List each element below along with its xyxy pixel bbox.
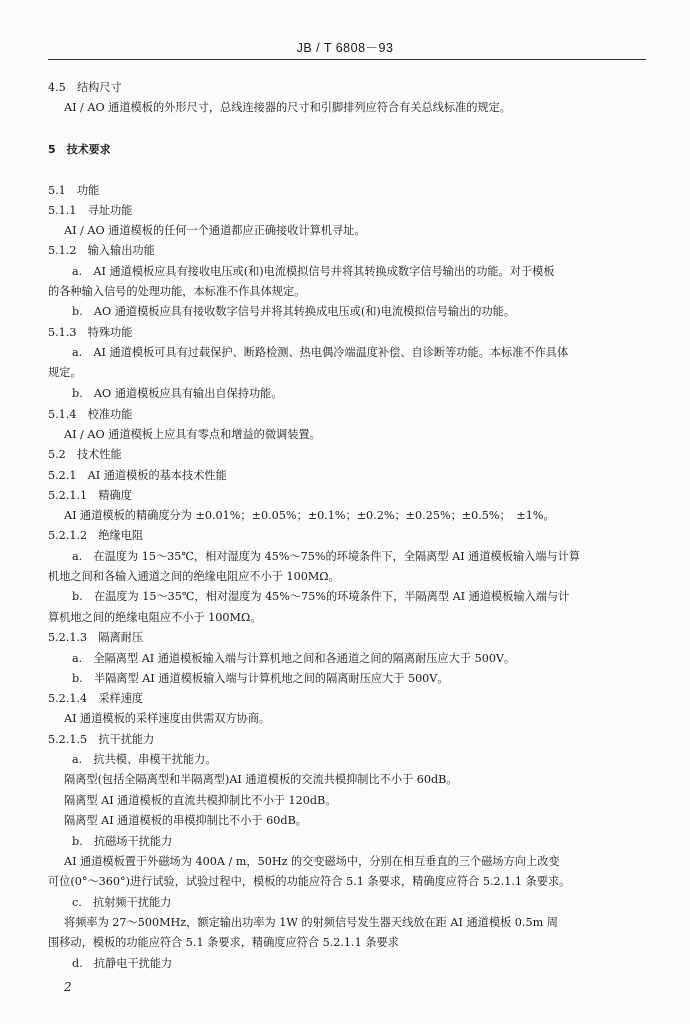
paragraph-line: c. 抗射频干扰能力 [72, 896, 172, 909]
section-heading: 5.2.1.5 抗干扰能力 [48, 733, 155, 746]
paragraph-line: AI / AO 通道模板的任何一个通道都应正确接收计算机寻址。 [64, 224, 366, 237]
section-heading: 5.2 技术性能 [48, 448, 122, 461]
paragraph-line: AI 通道模板的采样速度由供需双方协商。 [64, 712, 271, 725]
paragraph-line: a. 全隔离型 AI 通道模板输入端与计算机地之间和各通道之间的隔离耐压应大于 500V。 [72, 652, 516, 665]
section-heading: 5.1.4 校准功能 [48, 408, 133, 421]
paragraph-line: b. 半隔离型 AI 通道模板输入端与计算机地之间的隔离耐压应大于 500V。 [72, 672, 449, 685]
section-heading: 5.1.2 输入输出功能 [48, 244, 155, 257]
section-heading: 5.2.1 AI 通道模板的基本技术性能 [48, 469, 227, 482]
paragraph-line: 隔离型(包括全隔离型和半隔离型)AI 通道模板的交流共模抑制比不小于 60dB。 [64, 773, 458, 786]
section-heading: 5.2.1.3 隔离耐压 [48, 631, 144, 644]
paragraph-line: b. 抗磁场干扰能力 [72, 835, 173, 848]
paragraph-line: a. 抗共模、串模干扰能力。 [72, 753, 217, 766]
paragraph-line: 可位(0°～360°)进行试验，试验过程中，模板的功能应符合 5.1 条要求，精确度应符合 5.2.1.1 条要求。 [48, 875, 571, 888]
paragraph-line: 隔离型 AI 通道模板的串模抑制比不小于 60dB。 [64, 814, 307, 827]
paragraph-line: AI / AO 通道模板上应具有零点和增益的微调装置。 [64, 428, 321, 441]
paragraph-line: 将频率为 27～500MHz，额定输出功率为 1W 的射频信号发生器天线放在距 AI 通道模板 0.5m 周 [64, 916, 558, 929]
page-number: 2 [64, 980, 72, 994]
paragraph-line: AI 通道模板的精确度分为 ±0.01%；±0.05%；±0.1%；±0.2%；±0.25%；±0.5%； ±1%。 [64, 509, 555, 522]
section-heading: 4.5 结构尺寸 [48, 81, 122, 94]
paragraph-line: d. 抗静电干扰能力 [72, 957, 173, 970]
section-heading: 5.2.1.4 采样速度 [48, 692, 144, 705]
paragraph-line: a. 在温度为 15～35℃，相对湿度为 45%～75%的环境条件下，全隔离型 AI 通道模板输入端与计算 [72, 550, 581, 563]
section-heading: 5 技术要求 [48, 143, 111, 156]
paragraph-line: a. AI 通道模板应具有接收电压或(和)电流模拟信号并将其转换成数字信号输出的功能。对于模板 [72, 265, 555, 278]
paragraph-line: 围移动，模板的功能应符合 5.1 条要求，精确度应符合 5.2.1.1 条要求 [48, 936, 399, 949]
paragraph-line: b. 在温度为 15～35℃，相对湿度为 45%～75%的环境条件下，半隔离型 AI 通道模板输入端与计 [72, 590, 570, 603]
paragraph-line: 隔离型 AI 通道模板的直流共模抑制比不小于 120dB。 [64, 794, 337, 807]
paragraph-line: b. AO 通道模板应具有接收数字信号并将其转换成电压或(和)电流模拟信号输出的功能。 [72, 305, 516, 318]
paragraph-line: 规定。 [48, 366, 82, 379]
section-heading: 5.1.1 寻址功能 [48, 204, 133, 217]
paragraph-line: 机地之间和各输入通道之间的绝缘电阻应不小于 100MΩ。 [48, 570, 340, 583]
section-heading: 5.1.3 特殊功能 [48, 326, 133, 339]
paragraph-line: 算机地之间的绝缘电阻应不小于 100MΩ。 [48, 611, 262, 624]
section-heading: 5.2.1.1 精确度 [48, 489, 132, 502]
header-rule [48, 59, 646, 60]
paragraph-line: AI / AO 通道模板的外形尺寸，总线连接器的尺寸和引脚排列应符合有关总线标准的规定。 [64, 101, 511, 114]
paragraph-line: 的各种输入信号的处理功能，本标准不作具体规定。 [48, 285, 306, 298]
paragraph-line: b. AO 通道模板应具有输出自保持功能。 [72, 387, 283, 400]
section-heading: 5.1 功能 [48, 184, 100, 197]
paragraph-line: a. AI 通道模板可具有过载保护、断路检测、热电偶冷端温度补偿、自诊断等功能。本标准不作具体 [72, 346, 569, 359]
running-header: JB / T 6808－93 [296, 41, 394, 55]
section-heading: 5.2.1.2 绝缘电阻 [48, 529, 144, 542]
paragraph-line: AI 通道模板置于外磁场为 400A / m，50Hz 的交变磁场中，分别在相互垂直的三个磁场方向上改变 [64, 855, 560, 868]
